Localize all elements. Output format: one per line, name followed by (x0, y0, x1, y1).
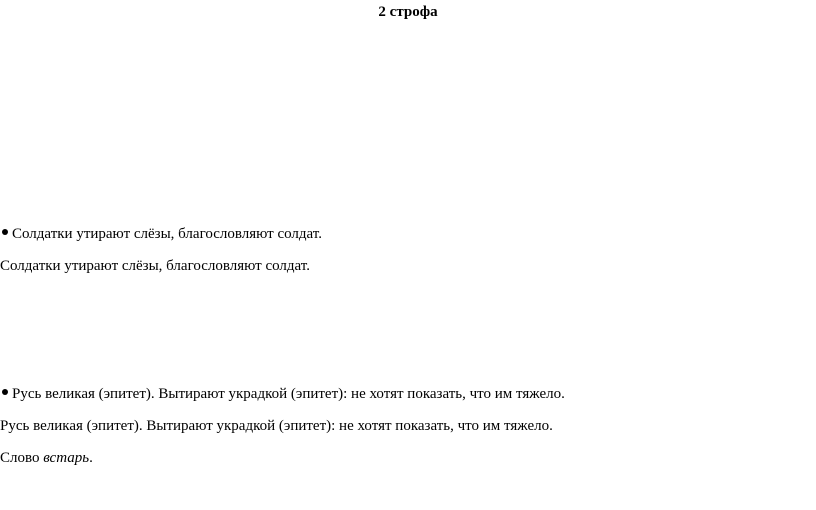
word-line (0, 448, 93, 468)
bullet-line-1 (0, 224, 322, 244)
paragraph-2: Русь великая (эпитет). Вытирают украдкой (эпитет): не хотят показать, что им тяжело. (0, 418, 553, 434)
word-line-word: встарь (43, 450, 90, 466)
bullet-icon (2, 389, 8, 395)
bullet-icon (2, 229, 8, 235)
bullet-line-2-text: Русь великая (эпитет). Вытирают украдкой (эпитет): не хотят показать, что им тяжело. (12, 386, 565, 402)
bullet-line-2 (0, 384, 565, 404)
word-line-prefix: Слово (0, 450, 44, 466)
stanza-heading: 2 строфа (378, 4, 438, 20)
bullet-line-1-text: Солдатки утирают слёзы, благословляют солдат. (12, 226, 322, 242)
paragraph-1: Солдатки утирают слёзы, благословляют солдат. (0, 258, 310, 274)
word-line-suffix: . (89, 450, 93, 466)
